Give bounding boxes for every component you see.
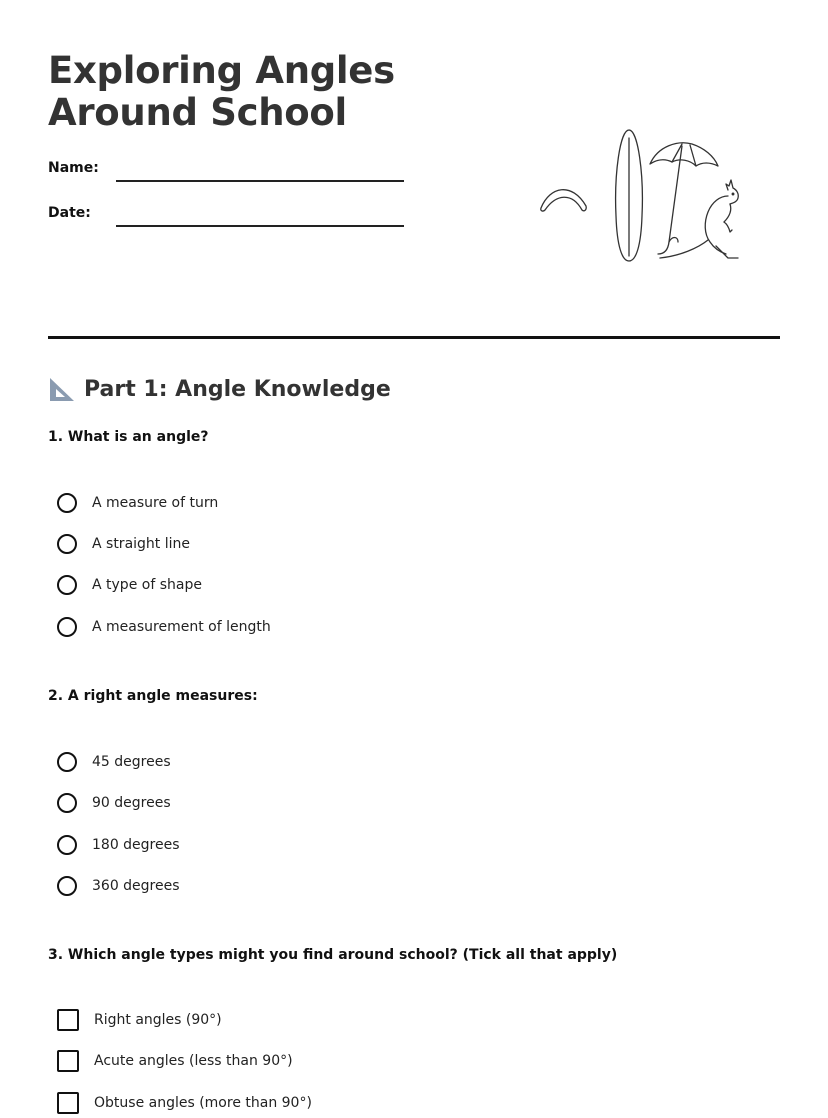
q1-option-3[interactable] (57, 572, 202, 598)
option-label: Acute angles (less than 90°) (94, 1053, 293, 1069)
radio-button[interactable] (57, 493, 77, 513)
option-label: 45 degrees (92, 754, 171, 770)
checkbox[interactable] (57, 1092, 79, 1114)
option-label: 90 degrees (92, 795, 171, 811)
q2-option-2[interactable] (57, 790, 171, 816)
date-field (48, 205, 408, 233)
worksheet-title (48, 50, 395, 134)
q2-option-3[interactable] (57, 832, 180, 858)
date-label: Date: (48, 205, 91, 221)
part1-title: Part 1: Angle Knowledge (84, 376, 391, 402)
option-label: 360 degrees (92, 878, 180, 894)
surfboard-icon (616, 130, 643, 261)
option-label: Right angles (90°) (94, 1012, 222, 1028)
q1-option-4[interactable] (57, 614, 271, 640)
q3-option-2[interactable] (57, 1048, 293, 1074)
q1-option-1[interactable] (57, 490, 218, 516)
question-3: 3. Which angle types might you find around school? (Tick all that apply) (48, 947, 618, 963)
question-2: 2. A right angle measures: (48, 688, 258, 704)
boomerang-icon (541, 190, 586, 211)
option-label: A measure of turn (92, 495, 219, 511)
q2-option-4[interactable] (57, 873, 180, 899)
set-square-icon (48, 375, 76, 403)
name-line[interactable] (116, 180, 404, 182)
radio-button[interactable] (57, 617, 77, 637)
radio-button[interactable] (57, 876, 77, 896)
q3-option-3[interactable] (57, 1090, 312, 1116)
australia-illustration (532, 124, 752, 266)
radio-button[interactable] (57, 534, 77, 554)
checkbox[interactable] (57, 1050, 79, 1072)
option-label: A type of shape (92, 577, 202, 593)
option-label: A measurement of length (92, 619, 271, 635)
radio-button[interactable] (57, 575, 77, 595)
option-label: Obtuse angles (more than 90°) (94, 1095, 312, 1111)
checkbox[interactable] (57, 1009, 79, 1031)
option-label: 180 degrees (92, 837, 180, 853)
q2-option-1[interactable] (57, 749, 171, 775)
date-line[interactable] (116, 225, 404, 227)
name-label: Name: (48, 160, 99, 176)
name-field (48, 160, 408, 188)
radio-button[interactable] (57, 835, 77, 855)
part1-header (48, 372, 391, 406)
header-divider (48, 336, 780, 339)
q3-option-1[interactable] (57, 1007, 222, 1033)
q1-option-2[interactable] (57, 531, 190, 557)
option-label: A straight line (92, 536, 190, 552)
radio-button[interactable] (57, 793, 77, 813)
question-1: 1. What is an angle? (48, 429, 209, 445)
title-line-1: Exploring Angles (48, 49, 395, 92)
title-line-2: Around School (48, 91, 347, 134)
radio-button[interactable] (57, 752, 77, 772)
